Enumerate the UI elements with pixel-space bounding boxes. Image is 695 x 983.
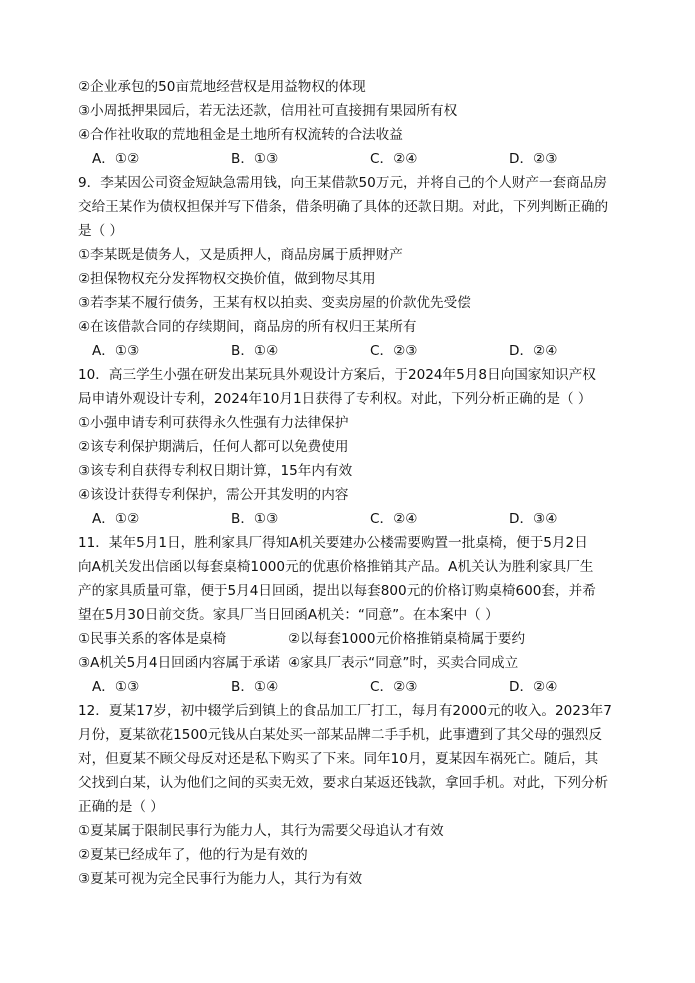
statement: ②企业承包的50亩荒地经营权是用益物权的体现 — [78, 79, 366, 95]
option-b: B．①④ — [231, 679, 279, 695]
question-stem: 正确的是（ ） — [78, 799, 164, 815]
option-d: D．③④ — [509, 511, 558, 527]
exam-page — [78, 75, 626, 891]
statement: ④该设计获得专利保护，需公开其发明的内容 — [78, 487, 349, 503]
option-a: A．①③ — [92, 679, 140, 695]
question-stem: 是（ ） — [78, 223, 124, 239]
question-12 — [78, 699, 626, 891]
statement: ②夏某已经成年了，他的行为是有效的 — [78, 847, 308, 863]
statement: ①李某既是债务人，又是质押人，商品房属于质押财产 — [78, 247, 403, 263]
question-stem: 向A机关发出信函以每套桌椅1000元的优惠价格推销其产品。A机关认为胜利家具厂生 — [78, 559, 594, 575]
question-stem: 局申请外观设计专利，2024年10月1日获得了专利权。对此，下列分析正确的是（ ） — [78, 391, 592, 407]
option-b: B．①③ — [231, 511, 279, 527]
answer-options — [78, 147, 626, 171]
option-d: D．②④ — [509, 343, 558, 359]
question-stem: 11．某年5月1日，胜利家具厂得知A机关要建办公楼需要购置一批桌椅，便于5月2日 — [78, 535, 588, 551]
statement: ①夏某属于限制民事行为能力人，其行为需要父母追认才有效 — [78, 823, 444, 839]
option-b: B．①③ — [231, 151, 279, 167]
statement: ④合作社收取的荒地租金是土地所有权流转的合法收益 — [78, 127, 403, 143]
question-stem: 9．李某因公司资金短缺急需用钱，向王某借款50万元，并将自己的个人财产一套商品房 — [78, 175, 607, 191]
option-a: A．①③ — [92, 343, 140, 359]
question-8 — [78, 75, 626, 171]
answer-options — [78, 507, 626, 531]
statement: ①民事关系的客体是桌椅 — [78, 631, 227, 647]
option-c: C．②③ — [370, 343, 418, 359]
statement: ②该专利保护期满后，任何人都可以免费使用 — [78, 439, 349, 455]
question-stem: 对，但夏某不顾父母反对还是私下购买了下来。同年10月，夏某因车祸死亡。随后，其 — [78, 751, 599, 767]
statement: ①小强申请专利可获得永久性强有力法律保护 — [78, 415, 349, 431]
question-stem: 父找到白某，认为他们之间的买卖无效，要求白某返还钱款，拿回手机。对此，下列分析 — [78, 775, 609, 791]
statement-pair — [78, 651, 626, 675]
question-stem: 望在5月30日前交货。家具厂当日回函A机关：“同意”。在本案中（ ） — [78, 607, 499, 623]
statement: ③A机关5月4日回函内容属于承诺 — [78, 655, 280, 671]
question-stem: 产的家具质量可靠，便于5月4日回函，提出以每套800元的价格订购桌椅600套，并希 — [78, 583, 596, 599]
answer-options — [78, 339, 626, 363]
statement: ③小周抵押果园后，若无法还款，信用社可直接拥有果园所有权 — [78, 103, 458, 119]
question-stem: 交给王某作为债权担保并写下借条，借条明确了具体的还款日期。对此，下列判断正确的 — [78, 199, 609, 215]
statement: ③夏某可视为完全民事行为能力人，其行为有效 — [78, 871, 363, 887]
statement: ②以每套1000元价格推销桌椅属于要约 — [288, 631, 526, 647]
statement: ②担保物权充分发挥物权交换价值，做到物尽其用 — [78, 271, 376, 287]
statement: ③该专利自获得专利权日期计算，15年内有效 — [78, 463, 353, 479]
question-11 — [78, 531, 626, 699]
option-d: D．②③ — [509, 151, 558, 167]
statement: ③若李某不履行债务，王某有权以拍卖、变卖房屋的价款优先受偿 — [78, 295, 471, 311]
option-a: A．①② — [92, 151, 140, 167]
question-stem: 12．夏某17岁，初中辍学后到镇上的食品加工厂打工，每月有2000元的收入。2023年7 — [78, 703, 612, 719]
option-c: C．②④ — [370, 511, 418, 527]
statement: ④在该借款合同的存续期间，商品房的所有权归王某所有 — [78, 319, 417, 335]
question-10 — [78, 363, 626, 531]
option-d: D．②④ — [509, 679, 558, 695]
answer-options — [78, 675, 626, 699]
option-c: C．②③ — [370, 679, 418, 695]
option-b: B．①④ — [231, 343, 279, 359]
question-stem: 10．高三学生小强在研发出某玩具外观设计方案后，于2024年5月8日向国家知识产权 — [78, 367, 596, 383]
statement-pair — [78, 627, 626, 651]
statement: ④家具厂表示“同意”时，买卖合同成立 — [288, 655, 519, 671]
option-c: C．②④ — [370, 151, 418, 167]
question-stem: 月份，夏某欲花1500元钱从白某处买一部某品牌二手手机，此事遭到了其父母的强烈反 — [78, 727, 602, 743]
question-9 — [78, 171, 626, 363]
option-a: A．①② — [92, 511, 140, 527]
